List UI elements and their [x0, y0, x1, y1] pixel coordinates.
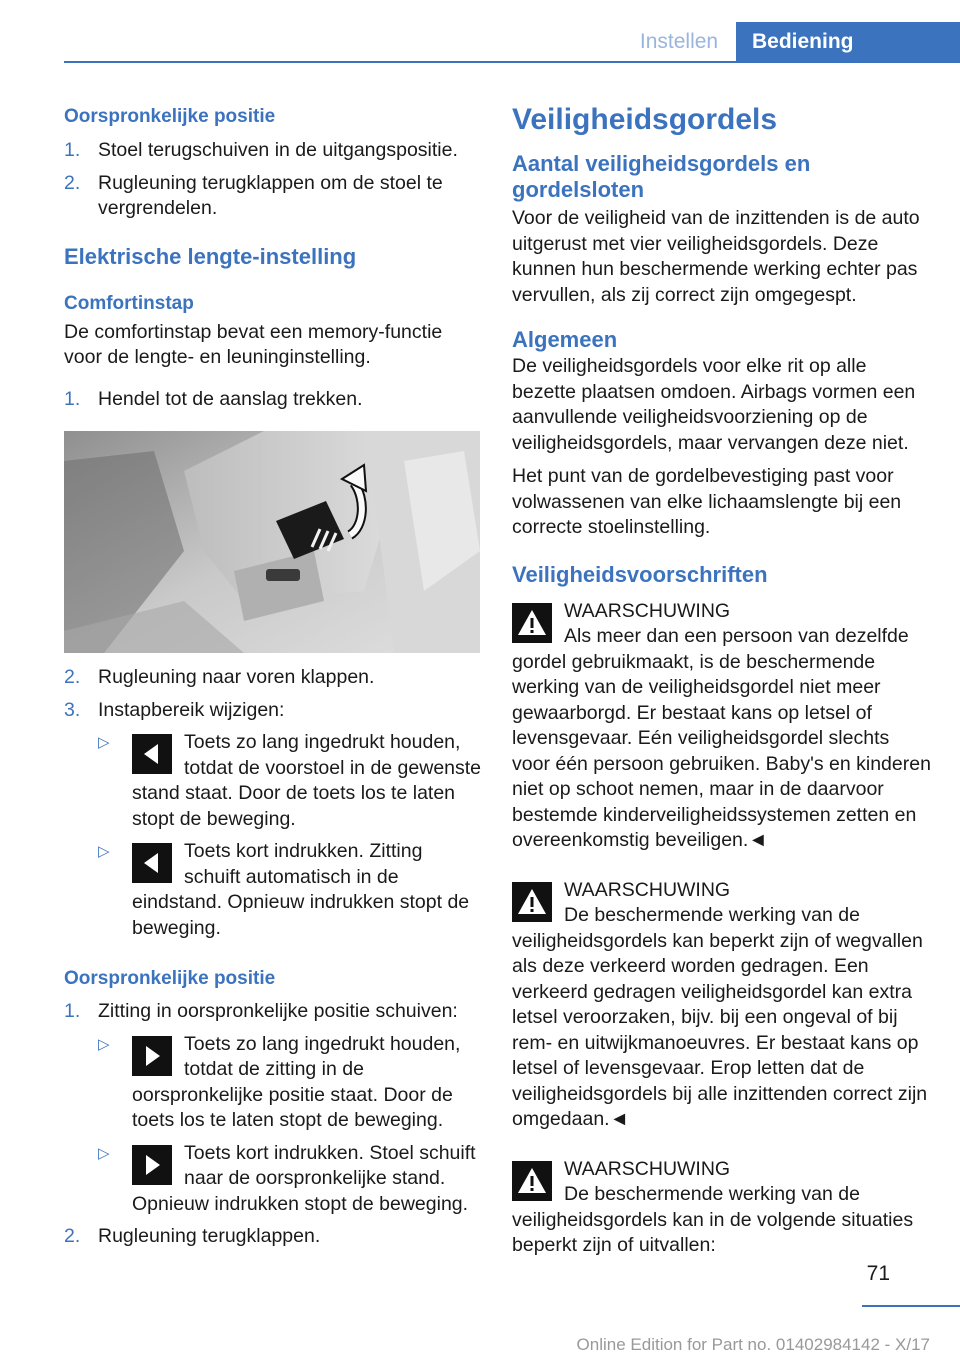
heading-veiligheidsgordels: Veiligheidsgordels	[512, 103, 778, 136]
heading-elektrische-lengte: Elektrische lengte-instelling	[64, 243, 357, 269]
bullet-text: Toets kort indrukken. Stoel schuift naar de oorspronkelijke stand. Opnieuw indrukken stopt de beweging.	[132, 1141, 476, 1215]
bullet-mark: ▷	[98, 843, 110, 860]
warning-label: WAARSCHUWING	[564, 878, 731, 901]
list-number: 1.	[64, 139, 81, 161]
bullet-text: Toets zo lang ingedrukt houden, totdat de zitting in de oorspronkelijke positie staat. Door de toets los te laten stopt de beweging.	[132, 1032, 461, 1131]
warning-triangle-icon	[512, 603, 552, 643]
list-number: 1.	[64, 387, 81, 410]
tab-instellen[interactable]: Instellen	[639, 30, 719, 53]
seat-forward-button-icon	[132, 1145, 172, 1185]
heading-oorspronkelijke-positie-2: Oorspronkelijke positie	[64, 968, 276, 989]
list-item-step2	[64, 665, 482, 691]
warning-label: WAARSCHUWING	[564, 599, 731, 622]
aantal-text: Voor de veiligheid van de inzittenden is de auto uitgerust met vier veiligheidsgordels. Deze kunnen hun beschermende werking echter pas vervullen, als zij correct zijn omgegespt.	[512, 207, 920, 306]
right-column	[512, 100, 932, 1259]
comfort-text: De comfortinstap bevat een memory-functie voor de lengte- en leuninginstelling.	[64, 320, 443, 368]
edition-footer: Online Edition for Part no. 01402984142 - X/17	[576, 1335, 930, 1354]
list-text: Zitting in oorspronkelijke positie schuiven:	[98, 1000, 458, 1022]
seat-back-button-icon	[132, 843, 172, 883]
warning-text: De beschermende werking van de veiligheidsgordels kan beperkt zijn of wegvallen als deze verkeerd worden gedragen. Een verkeerd gedragen veiligheidsgordel kan extra letsel veroorzaken, bijv. bij een ongeval of bij rem- en uitwijkmanoeuvres. Er bestaat kans op letsel of levensgevaar. Erop letten dat de veiligheidsgordels bij alle inzittenden correct zijn omgedaan.◄	[512, 904, 928, 1130]
heading-comfortinstap: Comfortinstap	[64, 292, 194, 314]
list-text: Instapbereik wijzigen:	[98, 698, 285, 721]
list-text: Hendel tot de aanslag trekken.	[98, 387, 363, 410]
list-text: Stoel terugschuiven in de uitgangspositie.	[98, 139, 458, 161]
header-rule	[64, 61, 960, 63]
bullet-text: Toets zo lang ingedrukt houden, totdat de voorstoel in de gewenste stand staat. Door de toets los te laten stopt de beweging.	[132, 731, 482, 830]
heading-veiligheidsvoorschriften: Veiligheidsvoorschriften	[512, 561, 768, 587]
heading-aantal: Aantal veiligheidsgordels en gordelsloten	[512, 151, 811, 202]
list-item	[64, 171, 482, 222]
list-text: Rugleuning terugklappen.	[98, 1225, 321, 1247]
list-item-step1	[64, 387, 482, 413]
page-header	[0, 0, 960, 62]
numbered-list-orig1	[64, 138, 482, 222]
list-item-step3	[64, 698, 482, 724]
algemeen-paragraph-1: De veiligheidsgordels voor elke rit op alle bezette plaatsen omdoen. Airbags vormen een aanvullende veiligheidsvoorziening op de veiligheidsgordels, maar vervangen deze niet.	[512, 355, 916, 454]
bullet-mark: ▷	[98, 1144, 110, 1162]
list-item-orig2-step1	[64, 999, 482, 1025]
bullet-item-a	[98, 730, 482, 832]
list-text: Rugleuning terugklappen om de stoel te vergrendelen.	[98, 171, 443, 219]
seat-back-button-icon	[132, 734, 172, 774]
warning-block-1	[512, 599, 932, 854]
bullet-mark: ▷	[98, 734, 110, 751]
list-item	[64, 138, 482, 164]
list-number: 2.	[64, 666, 81, 688]
warning-triangle-icon	[512, 1161, 552, 1201]
warning-triangle-icon	[512, 882, 552, 922]
list-number: 2.	[64, 1225, 81, 1247]
list-text: Rugleuning naar voren klappen.	[98, 666, 375, 688]
list-item-orig2-step2	[64, 1224, 482, 1250]
warning-label: WAARSCHUWING	[564, 1157, 731, 1180]
warning-text: De beschermende werking van de veiligheidsgordels kan in de volgende situaties beperkt zijn of uitvallen:	[512, 1183, 914, 1256]
bullet-text: Toets kort indrukken. Zitting schuift automatisch in de eindstand. Opnieuw indrukken stopt de beweging.	[132, 840, 470, 939]
bullet-item-c	[98, 1032, 482, 1134]
bullet-mark: ▷	[98, 1035, 110, 1053]
warning-block-2	[512, 878, 932, 1133]
warning-block-3	[512, 1157, 932, 1259]
list-number: 2.	[64, 171, 81, 194]
left-column	[64, 100, 482, 1250]
bullet-item-b	[98, 839, 482, 941]
page-number: 71	[866, 1262, 890, 1285]
bullet-item-d	[98, 1141, 482, 1218]
heading-algemeen: Algemeen	[512, 327, 618, 352]
list-number: 3.	[64, 698, 81, 721]
tab-bediening[interactable]: Bediening	[736, 22, 960, 62]
warning-text: Als meer dan een persoon van dezelfde gordel gebruikmaakt, is de beschermende werking van de veiligheidsgordel niet meer gewaarborgd. Er bestaat kans op letsel of levensgevaar. Eén veiligheidsgordel slechts voor één persoon gebruiken. Baby's en kinderen niet op schoot nemen, maar in de daarvoor bestemde kinderveiligheidssystemen zetten en overeenkomstig beveiligen.◄	[512, 625, 931, 851]
algemeen-paragraph-2: Het punt van de gordelbevestiging past voor volwassenen van elke lichaamslengte bij een correcte stoelinstelling.	[512, 465, 902, 538]
seat-forward-button-icon	[132, 1036, 172, 1076]
seat-lever-photo	[64, 431, 480, 653]
list-number: 1.	[64, 1000, 81, 1022]
footer-rule	[862, 1305, 960, 1307]
heading-oorspronkelijke-positie-1: Oorspronkelijke positie	[64, 106, 276, 127]
